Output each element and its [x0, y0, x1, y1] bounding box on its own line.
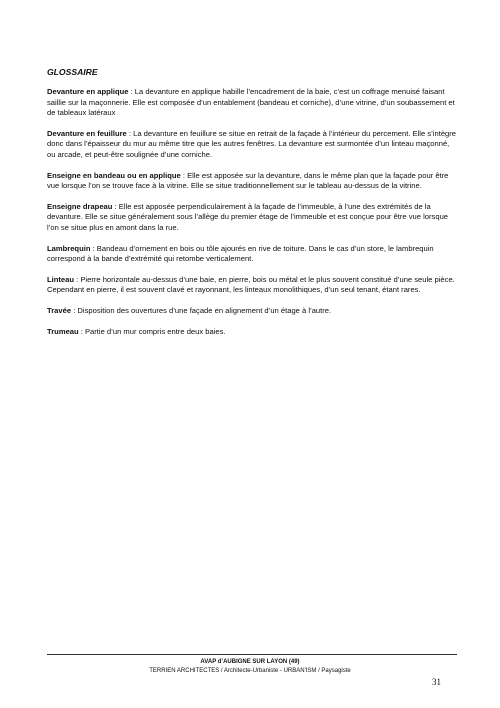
- glossary-entry: [47, 129, 457, 161]
- page-number: 31: [432, 677, 441, 687]
- glossary-entry: [47, 275, 457, 296]
- glossary-term: Devanture en applique: [47, 87, 129, 96]
- glossary-term: Enseigne drapeau: [47, 201, 113, 211]
- glossary-title: GLOSSAIRE: [47, 67, 98, 77]
- footer-project-title: AVAP d’AUBIGNE SUR LAYON (49): [200, 659, 300, 665]
- glossary-entry: [47, 244, 457, 265]
- glossary-definition: : La devanture en applique habille l’encadrement de la baie, c’est un coffrage menuisé faisant saillie sur la maçonnerie. Elle est composée d’un entablement (bandeau et corniche), d’une vitrine, d’un soubassement et de tableaux latéraux: [47, 87, 455, 118]
- glossary-entry: [47, 327, 457, 338]
- glossary-definition: : Elle est apposée sur la devanture, dans le même plan que la façade pour être vue lorsque l’on se trouve face à la vitrine. Elle se situe traditionnellement sur le tableau au-dessus de la vitrine.: [47, 170, 449, 191]
- footer-divider: [47, 654, 457, 655]
- glossary-term: Devanture en feuillure: [47, 128, 127, 138]
- glossary-term: Linteau: [47, 274, 75, 284]
- glossary-entry: [47, 87, 457, 119]
- glossary-term: Enseigne en bandeau ou en applique: [47, 170, 181, 180]
- glossary-definition: : Partie d’un mur compris entre deux baies.: [78, 326, 226, 336]
- glossary-definition: : Disposition des ouvertures d’une façade en alignement d’un étage à l’autre.: [71, 305, 332, 315]
- glossary-term: Travée: [47, 305, 72, 315]
- glossary-section: [47, 67, 457, 347]
- footer-credits: TERRIEN ARCHITECTES / Architecte-Urbaniste - URBAN'ISM / Paysagiste: [149, 668, 351, 674]
- glossary-entry: [47, 202, 457, 234]
- glossary-definition: : Pierre horizontale au-dessus d’une baie, en pierre, bois ou métal et le plus souvent constitué d’une seule pièce. Cependant en pierre, il est souvent clavé et rayonnant, les linteaux monolithiques, d’un seul tenant, étant rares.: [47, 274, 455, 295]
- glossary-entry: [47, 171, 457, 192]
- glossary-definition: : Bandeau d’ornement en bois ou tôle ajourés en rive de toiture. Dans le cas d’un store, le lambrequin correspond à la bande d’extrémité qui retombe verticalement.: [47, 243, 434, 264]
- glossary-entry: [47, 306, 457, 317]
- glossary-definition: : Elle est apposée perpendiculairement à la façade de l’immeuble, à l’une des extrémités de la devanture. Elle se situe généralement sous l’allège du premier étage de l’immeuble et est conçue pour être vue lorsque l’on se situe plus en amont dans la rue.: [47, 201, 449, 232]
- glossary-term: Lambrequin: [47, 243, 91, 253]
- glossary-definition: : La devanture en feuillure se situe en retrait de la façade à l’intérieur du percement. Elle s’intègre donc dans l’épaisseur du mur au même titre que les autres fenêtres. La devanture est surmontée d’un linteau maçonné, ou arcade, et peut-être soulignée d’une corniche.: [47, 128, 457, 159]
- glossary-term: Trumeau: [47, 326, 79, 336]
